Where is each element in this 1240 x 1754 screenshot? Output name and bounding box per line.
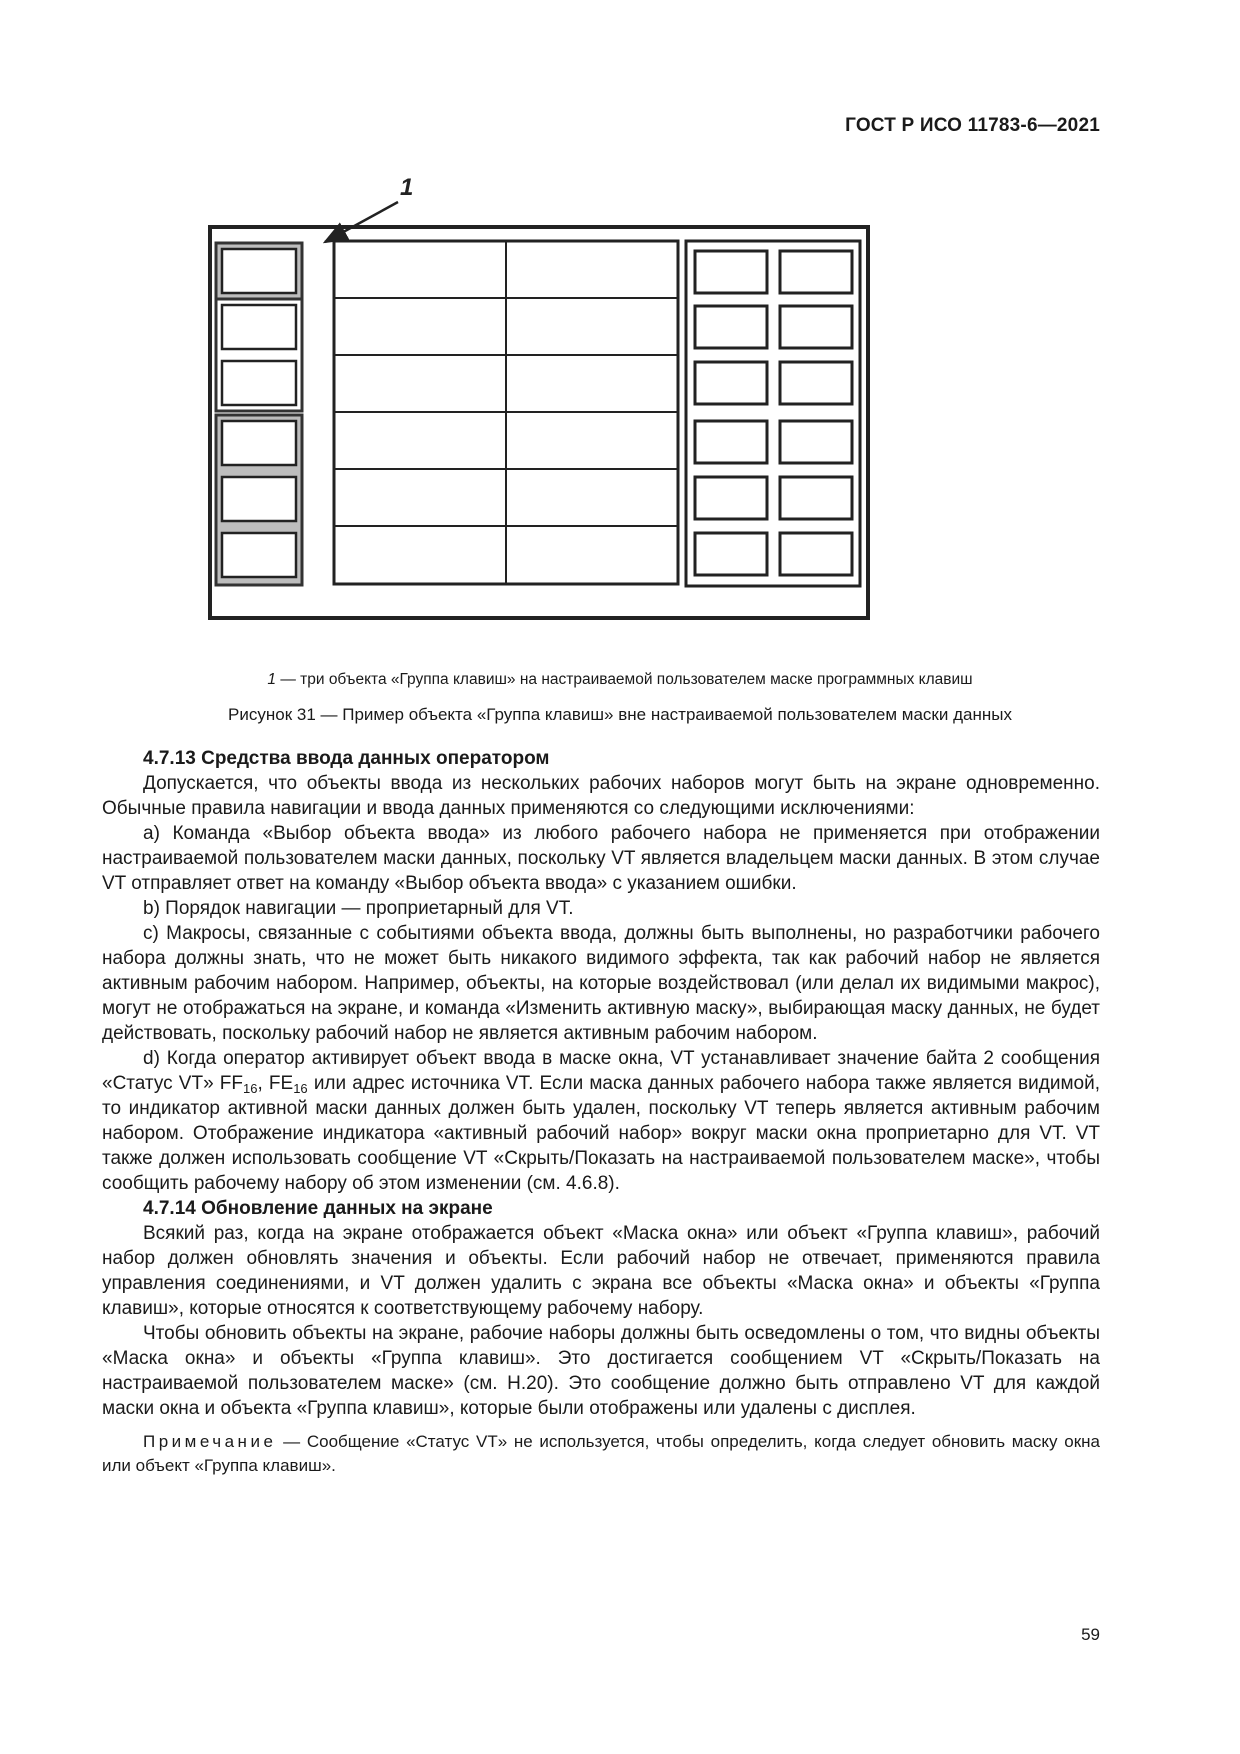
paragraph: Чтобы обновить объекты на экране, рабочие наборы должны быть осведомлены о том, что видны объекты «Маска окна» и объекты «Группа клавиш». Это достигается сообщением VT «Скрыть/Показать на настраиваемой пользователем маске» (см. H.20). Это сообщение должно быть отправлено VT для каждой маски окна и объекта «Группа клавиш», которые были отображены или удалены с дисплея. [102,1323,1100,1419]
soft-key [695,306,767,348]
right-key-area [686,241,860,586]
soft-key [780,533,852,575]
soft-key [780,251,852,293]
soft-key [780,477,852,519]
paragraph: Всякий раз, когда на экране отображается объект «Маска окна» или объект «Группа клавиш», рабочий набор должен обновлять значения и объекты. Если рабочий набор не отвечает, применяются правила управления соединениями, и VT должен удалить с экрана все объекты «Маска окна» и объекты «Группа клавиш», которые относятся к соответствующему рабочему набору. [102,1223,1100,1319]
paragraph: Допускается, что объекты ввода из нескольких рабочих наборов могут быть на экране одновременно. Обычные правила навигации и ввода данных применяются со следующими исключениями: [102,773,1100,819]
soft-key [222,477,296,521]
list-item-d: d) Когда оператор активирует объект ввода в маске окна, VT устанавливает значение байта 2 сообщения «Статус VT» $FF_{16}$, $FE_{16}$ или адрес источника VT. Если маска данных рабочего набора также является видимой, то индикатор активной маски данных должен быть удален, поскольку VT теперь является активным рабочим набором. Отображение индикатора «активный рабочий набор» вокруг маски окна проприетарно для VT. VT также должен использовать сообщение VT «Скрыть/Показать на настраиваемой пользователем маске», чтобы сообщить рабочему набору об этом изменении (см. 4.6.8). [102,1048,1100,1194]
soft-key [695,421,767,463]
list-item-c: c) Макросы, связанные с событиями объекта ввода, должны быть выполнены, но разработчики рабочего набора должны знать, что не может быть никакого видимого эффекта, так как рабочий набор не является активным рабочим набором. Например, объекты, на которые воздействовал (или делал их видимыми макрос), могут не отображаться на экране, и команда «Изменить активную маску», выбирающая маску данных, не будет действовать, поскольку рабочий набор не является активным рабочим набором. [102,923,1100,1044]
page-number: 59 [1081,1625,1100,1644]
soft-key [695,477,767,519]
soft-key [222,421,296,465]
figure-key: 1 — три объекта «Группа клавиш» на настраиваемой пользователем маске программных клавиш [267,671,973,688]
soft-key [780,306,852,348]
list-item-b: b) Порядок навигации — проприетарный для VT. [143,898,574,919]
body-text [102,746,1100,1478]
document-header: ГОСТ Р ИСО 11783-6—2021 [845,115,1100,136]
soft-key [222,249,296,293]
section-heading: 4.7.14 Обновление данных на экране [143,1198,493,1219]
soft-key [222,361,296,405]
note: Примечание — Сообщение «Статус VT» не используется, чтобы определить, когда следует обновить маску окна или объект «Группа клавиш». [102,1432,1100,1475]
soft-key [780,421,852,463]
soft-key [222,533,296,577]
section-heading: 4.7.13 Средства ввода данных оператором [143,748,550,769]
figure-caption: Рисунок 31 — Пример объекта «Группа клавиш» вне настраиваемой пользователем маски данных [228,705,1012,724]
key-group-column [216,243,302,585]
list-item-a: a) Команда «Выбор объекта ввода» из любого рабочего набора не применяется при отображении настраиваемой пользователем маски данных, поскольку VT является владельцем маски данных. В этом случае VT отправляет ответ на команду «Выбор объекта ввода» с указанием ошибки. [102,823,1100,894]
soft-key [780,362,852,404]
soft-key [695,533,767,575]
soft-key [695,251,767,293]
callout-label: 1 [400,175,414,201]
soft-key [695,362,767,404]
soft-key [222,305,296,349]
figure-31-diagram [150,175,990,655]
